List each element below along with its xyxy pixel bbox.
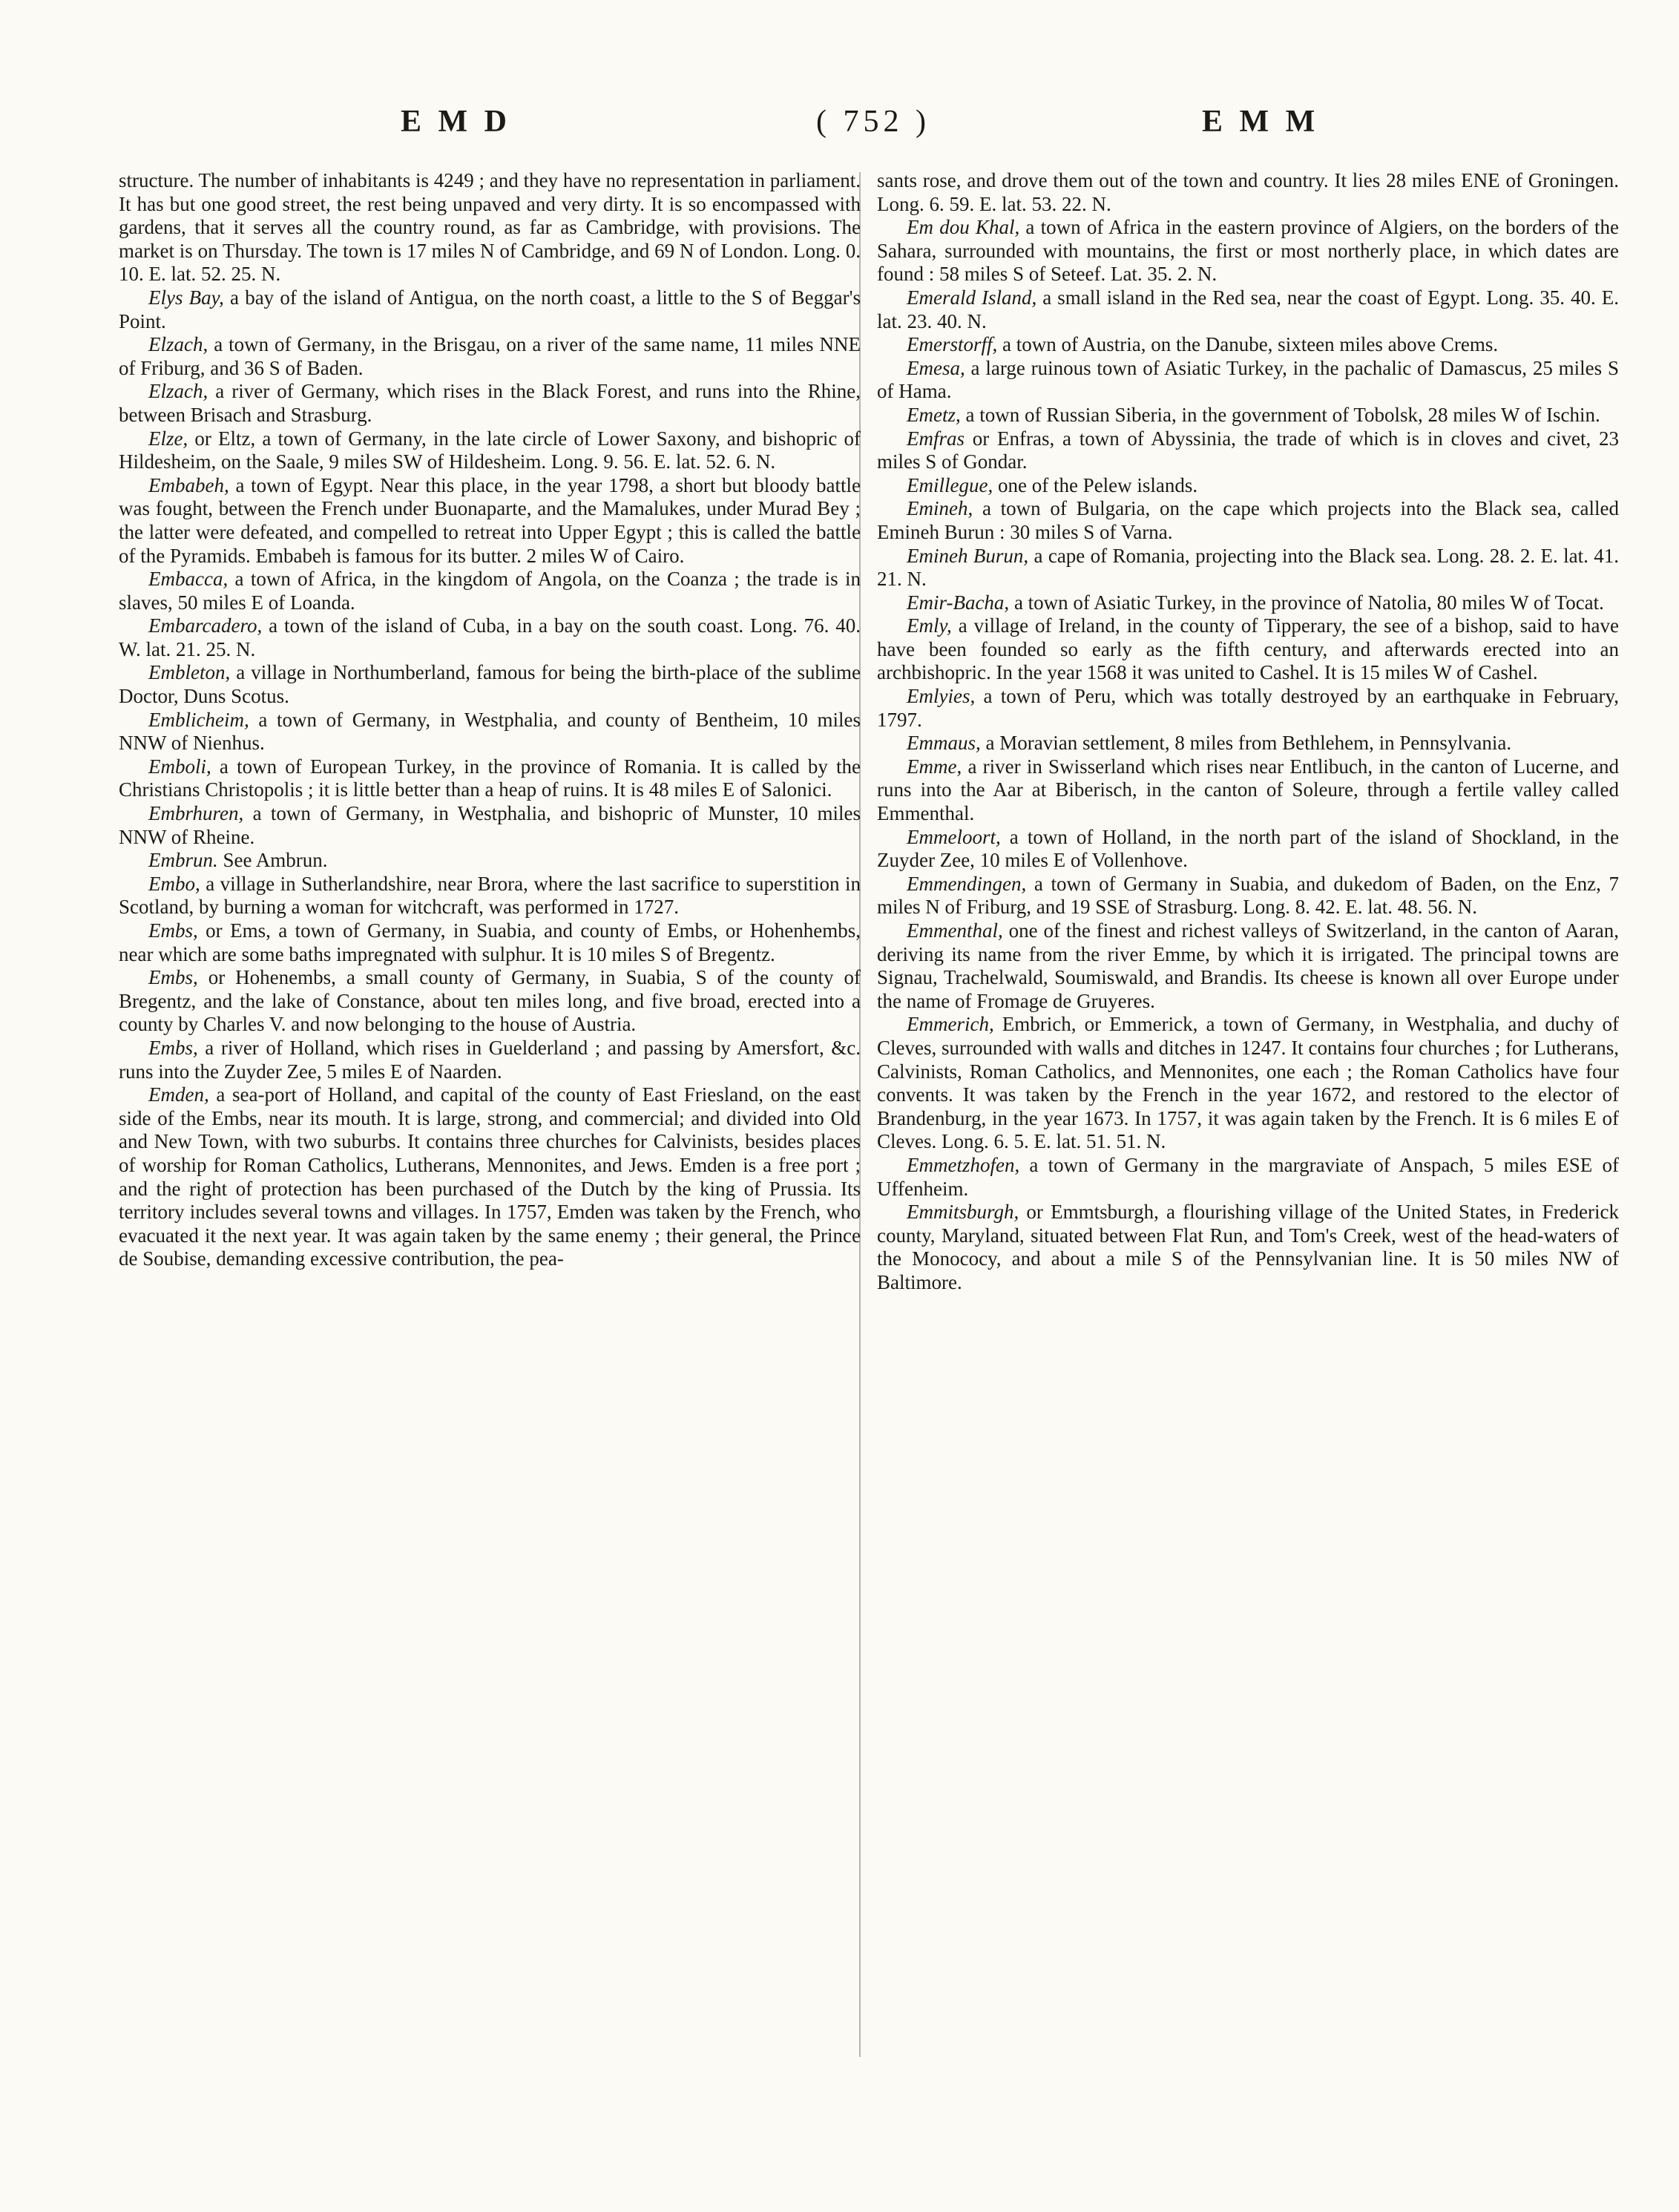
entry-term: Emfras <box>907 427 965 450</box>
entry-text: a town of Germany in the margraviate of Anspach, 5 miles ESE of Uffenheim. <box>877 1153 1619 1200</box>
gazetteer-entry <box>877 497 1619 544</box>
gazetteer-entry <box>119 709 861 755</box>
entry-term: Emillegue, <box>907 473 993 496</box>
entry-text: a town of Egypt. Near this place, in the year 1798, a short but bloody battle was fought, between the French under Buonaparte, and the Mamalukes, under Murad Bey ; the latter were defeated, and compelled to retreat into Upper Egypt ; this is called the battle of the Pyramids. Embabeh is famous for its butter. 2 miles W of Cairo. <box>119 473 861 567</box>
entry-text: a river in Swisserland which rises near Entlibuch, in the canton of Lucerne, and runs into the Aar at Biberisch, in the canton of Soleure, through a fertile valley called Emmenthal. <box>877 755 1619 825</box>
entry-term: Emmitsburgh, <box>907 1201 1019 1224</box>
entry-text: a sea-port of Holland, and capital of the county of East Friesland, on the east side of the Embs, near its mouth. It is large, strong, and commercial; and divided into Old and New Town, with two suburbs. It contains three churches for Calvinists, besides places of worship for Roman Catholics, Lutherans, Mennonites, and Jews. Emden is a free port ; and the right of protection has been purchased of the Dutch by the king of Prussia. Its territory includes several towns and villages. In 1757, Emden was taken by the French, who evacuated it the next year. It was again taken by the same enemy ; their general, the Prince de Soubise, demanding excessive contribution, the pea- <box>119 1083 861 1270</box>
gazetteer-entry <box>119 568 861 614</box>
entry-text: a town of Peru, which was totally destroyed by an earthquake in February, 1797. <box>877 685 1619 731</box>
entry-term: Emmetzhofen, <box>907 1153 1020 1176</box>
entry-text: a town of Holland, in the north part of the island of Shockland, in the Zuyder Zee, 10 miles E of Vollenhove. <box>877 825 1619 872</box>
gazetteer-entry <box>877 427 1619 474</box>
entry-text: a river of Germany, which rises in the Black Forest, and runs into the Rhine, between Brisach and Strasburg. <box>119 380 861 426</box>
gazetteer-entry <box>877 474 1619 498</box>
entry-term: Emlyies, <box>907 685 976 708</box>
gazetteer-entry <box>877 685 1619 732</box>
entry-text: a village in Sutherlandshire, near Brora, where the last sacrifice to superstition in Scotland, by burning a woman for witchcraft, was performed in 1727. <box>119 872 861 919</box>
entry-term: Embleton, <box>148 661 231 684</box>
entry-text: a Moravian settlement, 8 miles from Bethlehem, in Pennsylvania. <box>980 732 1512 755</box>
entry-term: Emboli, <box>148 755 211 778</box>
gazetteer-entry <box>877 1013 1619 1154</box>
gazetteer-entry <box>877 333 1619 357</box>
entry-term: Embarcadero, <box>148 614 263 637</box>
entry-text: one of the Pelew islands. <box>993 473 1198 496</box>
entry-text: a town of Germany, in Westphalia, and county of Bentheim, 10 miles NNW of Nienhus. <box>119 708 861 755</box>
entry-term: Emblicheim, <box>148 708 249 731</box>
entry-term: Emmerich, <box>907 1013 994 1036</box>
gazetteer-entry <box>877 614 1619 685</box>
gazetteer-entry <box>877 357 1619 404</box>
entry-term: Em dou Khal, <box>907 216 1020 239</box>
gazetteer-entry <box>877 216 1619 286</box>
gazetteer-entry <box>877 545 1619 591</box>
entry-text: a river of Holland, which rises in Guelderland ; and passing by Amersfort, &c. runs into the Zuyder Zee, 5 miles E of Naarden. <box>119 1036 861 1083</box>
gazetteer-entry <box>119 1083 861 1271</box>
entry-term: Emme, <box>907 755 962 778</box>
entry-term: Embacca, <box>148 568 229 591</box>
gazetteer-entry <box>119 966 861 1037</box>
entry-term: Elze, <box>148 427 188 450</box>
gazetteer-entry <box>119 169 861 286</box>
gazetteer-entry <box>119 427 861 474</box>
entry-text: a town of Africa, in the kingdom of Angola, on the Coanza ; the trade is in slaves, 50 miles E of Loanda. <box>119 568 861 614</box>
gazetteer-entry <box>877 286 1619 333</box>
right-column <box>877 169 1619 1295</box>
entry-text: a village in Northumberland, famous for being the birth-place of the sublime Doctor, Duns Scotus. <box>119 661 861 708</box>
gazetteer-entry <box>119 802 861 849</box>
entry-text: Embrich, or Emmerick, a town of Germany, in Westphalia, and duchy of Cleves, surrounded with walls and ditches in 1247. It contains four churches ; for Lutherans, Calvinists, Roman Catholics, and Mennonites, one each ; the Roman Catholics have four convents. It was taken by the French in the year 1672, and restored to the elector of Brandenburg, in the year 1673. In 1757, it was again taken by the French. It is 6 miles E of Cleves. Long. 6. 5. E. lat. 51. 51. N. <box>877 1013 1619 1153</box>
entry-text: one of the finest and richest valleys of Switzerland, in the canton of Aaran, deriving its name from the river Emme, by which it is irrigated. The principal towns are Signau, Trachelwald, Soumiswald, and Brandis. Its cheese is known all over Europe under the name of Fromage de Gruyeres. <box>877 919 1619 1012</box>
entry-text: a large ruinous town of Asiatic Turkey, in the pachalic of Damascus, 25 miles S of Hama. <box>877 356 1619 403</box>
entry-term: Emmenthal, <box>907 919 1003 942</box>
gazetteer-entry <box>877 404 1619 427</box>
left-column <box>119 169 861 1271</box>
entry-text: See Ambrun. <box>217 849 328 872</box>
gazetteer-entry <box>119 286 861 333</box>
entry-text: a town of the island of Cuba, in a bay on the south coast. Long. 76. 40. W. lat. 21. 25. N. <box>119 614 861 660</box>
entry-term: Emden, <box>148 1083 209 1106</box>
entry-text: or Eltz, a town of Germany, in the late circle of Lower Saxony, and bishopric of Hildesheim, on the Saale, 9 miles SW of Hildesheim. Long. 9. 56. E. lat. 52. 6. N. <box>119 427 861 473</box>
entry-text: a town of European Turkey, in the province of Romania. It is called by the Christians Christopolis ; it is little better than a heap of ruins. It is 48 miles E of Salonici. <box>119 755 861 801</box>
entry-term: Emmaus, <box>907 732 981 755</box>
gazetteer-entry <box>119 474 861 568</box>
entry-term: Emmendingen, <box>907 872 1027 895</box>
gazetteer-entry <box>877 1154 1619 1201</box>
entry-text: a small island in the Red sea, near the coast of Egypt. Long. 35. 40. E. lat. 23. 40. N. <box>877 286 1619 332</box>
entry-term: Elzach, <box>148 380 208 403</box>
gazetteer-entry <box>119 614 861 661</box>
gazetteer-entry <box>877 1201 1619 1294</box>
entry-term: Embrhuren, <box>148 802 244 825</box>
page-header <box>111 104 1565 156</box>
entry-text: a town of Germany, in Westphalia, and bishopric of Munster, 10 miles NNW of Rheine. <box>119 802 861 848</box>
entry-text: a bay of the island of Antigua, on the north coast, a little to the S of Beggar's Point. <box>119 286 861 332</box>
gazetteer-entry <box>119 1037 861 1083</box>
gazetteer-entry <box>877 826 1619 873</box>
entry-text: a town of Africa in the eastern province of Algiers, on the borders of the Sahara, surrounded with mountains, the first or most northerly place, in which dates are found : 58 miles S of Seteef. Lat. 35. 2. N. <box>877 216 1619 286</box>
gazetteer-entry <box>119 333 861 380</box>
gazetteer-entry <box>877 873 1619 919</box>
entry-term: Emmeloort, <box>907 825 1001 848</box>
entry-term: Emetz, <box>907 403 961 426</box>
entry-term: Embs, <box>148 966 198 989</box>
entry-term: Embrun. <box>148 849 218 872</box>
entry-text: a town of Germany in Suabia, and dukedom of Baden, on the Enz, 7 miles N of Friburg, and 19 SSE of Strasburg. Long. 8. 42. E. lat. 48. 56. N. <box>877 872 1619 919</box>
entry-term: Embs, <box>148 919 198 942</box>
gazetteer-entry <box>119 919 861 966</box>
gazetteer-entry <box>877 755 1619 826</box>
entry-text: or Ems, a town of Germany, in Suabia, and county of Embs, or Hohenhembs, near which are some baths impregnated with sulphur. It is 10 miles S of Bregentz. <box>119 919 861 965</box>
entry-text: a town of Austria, on the Danube, sixteen miles above Crems. <box>997 333 1499 356</box>
entry-text: a cape of Romania, projecting into the Black sea. Long. 28. 2. E. lat. 41. 21. N. <box>877 544 1619 591</box>
page-number: ( 752 ) <box>816 105 930 139</box>
entry-term: Embabeh, <box>148 473 229 496</box>
entry-term: Emly, <box>907 614 952 637</box>
entry-text: a town of Russian Siberia, in the government of Tobolsk, 28 miles W of Ischin. <box>960 403 1600 426</box>
entry-term: Emineh Burun, <box>907 544 1029 567</box>
entry-text: or Hohenembs, a small county of Germany, in Suabia, S of the county of Bregentz, and the lake of Constance, about ten miles long, and five broad, erected into a county by Charles V. and now belonging to the house of Austria. <box>119 966 861 1036</box>
entry-term: Emir-Bacha, <box>907 591 1010 614</box>
gazetteer-entry <box>877 169 1619 216</box>
header-left-guide-word: E M D <box>401 105 511 139</box>
entry-term: Emesa, <box>907 356 965 379</box>
entry-text: a town of Bulgaria, on the cape which projects into the Black sea, called Emineh Burun : 30 miles S of Varna. <box>877 497 1619 543</box>
entry-text: a village of Ireland, in the county of Tipperary, the see of a bishop, said to have have been founded so early as the fifth century, and afterwards erected into an archbishopric. In the year 1568 it was united to Cashel. It is 15 miles W of Cashel. <box>877 614 1619 684</box>
entry-term: Emerald Island, <box>907 286 1037 309</box>
entry-term: Elzach, <box>148 333 208 356</box>
entry-text: a town of Asiatic Turkey, in the province of Natolia, 80 miles W of Tocat. <box>1009 591 1604 614</box>
gazetteer-entry <box>877 919 1619 1013</box>
entry-term: Elys Bay, <box>148 286 224 309</box>
entry-text: or Emmtsburgh, a flourishing village of the United States, in Frederick county, Maryland, situated between Flat Run, and Tom's Creek, west of the head-waters of the Monococy, and about a mile S of the Pennsylvanian line. It is 50 miles NW of Baltimore. <box>877 1201 1619 1293</box>
gazetteer-entry <box>119 849 861 873</box>
gazetteer-entry <box>119 661 861 708</box>
entry-term: Embo, <box>148 872 200 895</box>
entry-text: structure. The number of inhabitants is 4249 ; and they have no representation in parliament. It has but one good street, the rest being unpaved and very dirty. It is so encompassed with gardens, that it serves all the country round, as far as Cambridge, with provisions. The market is on Thursday. The town is 17 miles N of Cambridge, and 69 N of London. Long. 0. 10. E. lat. 52. 25. N. <box>119 169 861 286</box>
entry-text: a town of Germany, in the Brisgau, on a river of the same name, 11 miles NNE of Friburg, and 36 S of Baden. <box>119 333 861 379</box>
entry-term: Embs, <box>148 1036 198 1059</box>
gazetteer-entry <box>877 591 1619 615</box>
gazetteer-entry <box>877 732 1619 755</box>
gazetteer-entry <box>119 755 861 802</box>
gazetteer-entry <box>119 873 861 919</box>
entry-term: Emineh, <box>907 497 973 520</box>
header-right-guide-word: E M M <box>1202 105 1320 139</box>
entry-term: Emerstorff, <box>907 333 998 356</box>
entry-text: sants rose, and drove them out of the town and country. It lies 28 miles ENE of Groningen. Long. 6. 59. E. lat. 53. 22. N. <box>877 169 1619 215</box>
entry-text: or Enfras, a town of Abyssinia, the trade of which is in cloves and civet, 23 miles S of Gondar. <box>877 427 1619 473</box>
gazetteer-entry <box>119 380 861 427</box>
